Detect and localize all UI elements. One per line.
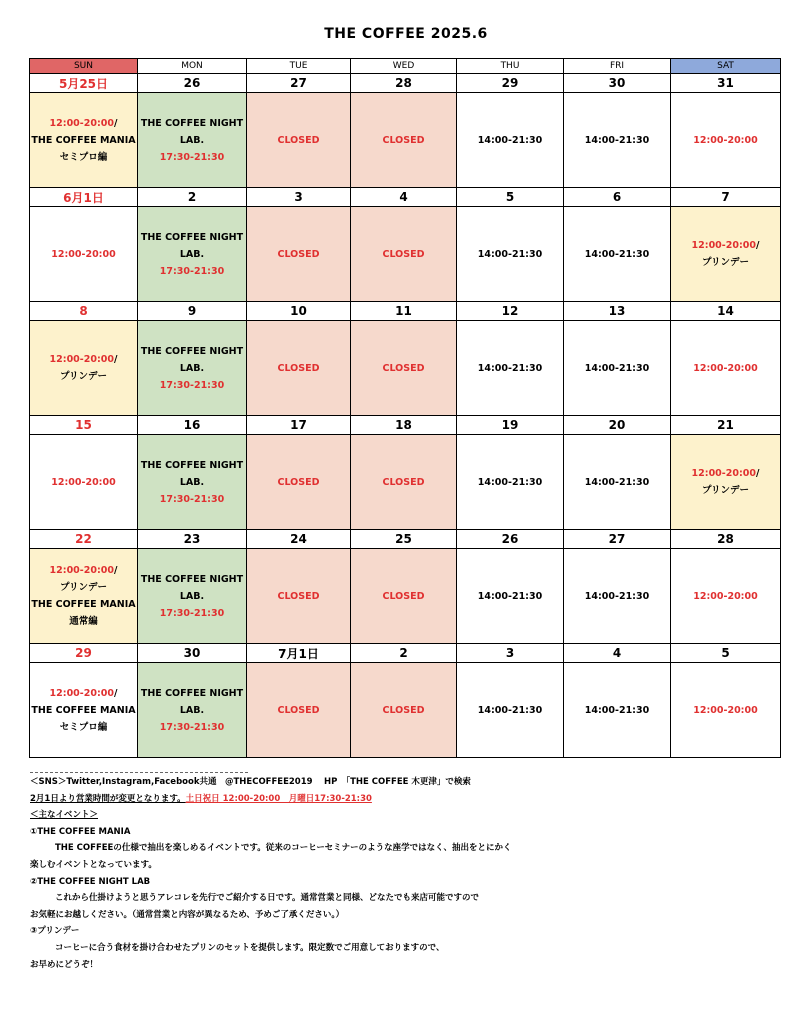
weekday-header-row [30,59,781,74]
schedule-text: 12:00-20:00 [49,565,114,576]
schedule-cell [564,207,671,302]
date-row [30,188,781,207]
date-number: 21 [671,416,781,435]
schedule-text: THE COFFEE MANIA [31,704,136,716]
schedule-cell [351,549,457,644]
date-number: 15 [30,416,138,435]
schedule-line [457,132,563,149]
schedule-line [30,368,137,385]
schedule-text: CLOSED [277,704,320,716]
schedule-cell [671,435,781,530]
hours-detail-text: 土日祝日 12:00-20:00 月曜日17:30-21:30 [185,793,372,804]
schedule-line [138,343,246,360]
schedule-text: 12:00-20:00 [691,468,756,479]
schedule-line [138,702,246,719]
date-number: 28 [351,74,457,93]
schedule-text: 12:00-20:00 [691,240,756,251]
date-number: 14 [671,302,781,321]
schedule-line [30,562,137,579]
date-number: 22 [30,530,138,549]
date-number: 30 [564,74,671,93]
event-3-title: ③プリンデー [30,926,80,937]
date-number: 11 [351,302,457,321]
schedule-cell [30,549,138,644]
schedule-cell [30,321,138,416]
schedule-text: 14:00-21:30 [584,590,650,602]
schedule-cell [30,207,138,302]
schedule-text: 12:00-20:00 [693,134,758,146]
schedule-line [564,702,670,719]
schedule-cell [351,435,457,530]
schedule-line [138,246,246,263]
page-title: THE COFFEE 2025.6 [324,26,488,42]
schedule-cell [564,435,671,530]
schedule-cell [351,321,457,416]
schedule-cell [351,207,457,302]
event-1-title: ①THE COFFEE MANIA [30,826,131,837]
date-number: 30 [138,644,247,663]
date-number: 8 [30,302,138,321]
schedule-line [30,132,137,149]
schedule-line [138,474,246,491]
schedule-text: CLOSED [277,134,320,146]
schedule-text: 17:30-21:30 [159,493,225,505]
date-number: 27 [247,74,351,93]
notes-section [30,772,790,973]
schedule-text: THE COFFEE NIGHT [140,231,244,243]
schedule-text: プリンデー [59,371,108,382]
schedule-text: 12:00-20:00 [51,476,116,488]
date-number: 27 [564,530,671,549]
date-number: 9 [138,302,247,321]
schedule-text: / [113,687,118,699]
schedule-cell [138,207,247,302]
schedule-row [30,93,781,188]
schedule-text: 17:30-21:30 [159,379,225,391]
date-number: 7月1日 [247,644,351,663]
schedule-cell [564,549,671,644]
schedule-cell [671,321,781,416]
calendar-table [29,58,781,758]
schedule-cell [671,663,781,758]
date-row [30,74,781,93]
schedule-line [138,719,246,736]
schedule-line [30,246,137,263]
schedule-text: 14:00-21:30 [477,590,543,602]
schedule-line [138,457,246,474]
date-number: 28 [671,530,781,549]
schedule-line [671,254,780,271]
schedule-cell [671,207,781,302]
hours-change-line [30,791,790,808]
schedule-text: 14:00-21:30 [584,704,650,716]
schedule-line [247,132,350,149]
schedule-text: 17:30-21:30 [159,151,225,163]
schedule-cell [457,435,564,530]
schedule-cell [351,663,457,758]
schedule-line [138,605,246,622]
schedule-line [564,588,670,605]
date-number: 2 [138,188,247,207]
schedule-text: / [755,468,760,479]
schedule-text: THE COFFEE NIGHT [140,687,244,699]
schedule-cell [564,321,671,416]
schedule-text: CLOSED [382,476,425,488]
schedule-text: 12:00-20:00 [49,687,114,699]
schedule-text: CLOSED [277,248,320,260]
schedule-cell [247,321,351,416]
date-number: 19 [457,416,564,435]
schedule-cell [138,663,247,758]
schedule-line [351,360,456,377]
schedule-line [351,246,456,263]
schedule-text: / [113,117,118,129]
schedule-cell [457,549,564,644]
schedule-line [564,360,670,377]
schedule-line [671,588,780,605]
schedule-line [138,115,246,132]
weekday-wed: WED [351,59,457,74]
schedule-text: 通常編 [69,616,98,627]
date-number: 25 [351,530,457,549]
date-row [30,302,781,321]
date-number: 5月25日 [30,74,138,93]
schedule-text: CLOSED [382,248,425,260]
schedule-row [30,549,781,644]
event-3-line-1: コーヒーに合う食材を掛け合わせたプリンのセットを提供します。限定数でご用意しておりますので、 [55,942,445,953]
event-2-line-2: お気軽にお越しください。（通常営業と内容が異なるため、予めご了承ください。） [30,909,345,920]
date-row [30,644,781,663]
schedule-text: LAB. [179,590,205,602]
schedule-line [138,685,246,702]
date-number: 6 [564,188,671,207]
schedule-text: 12:00-20:00 [693,704,758,716]
schedule-text: 14:00-21:30 [584,476,650,488]
date-number: 31 [671,74,781,93]
date-number: 4 [351,188,457,207]
date-number: 26 [138,74,247,93]
schedule-line [457,474,563,491]
schedule-line [30,702,137,719]
schedule-text: 12:00-20:00 [693,590,758,602]
schedule-row [30,663,781,758]
schedule-row [30,207,781,302]
schedule-line [671,132,780,149]
date-number: 17 [247,416,351,435]
date-number: 23 [138,530,247,549]
date-number: 7 [671,188,781,207]
schedule-line [351,132,456,149]
schedule-cell [247,435,351,530]
date-row [30,416,781,435]
schedule-line [247,246,350,263]
schedule-cell [247,93,351,188]
weekday-tue: TUE [247,59,351,74]
date-number: 3 [457,644,564,663]
schedule-text: 14:00-21:30 [584,248,650,260]
date-number: 4 [564,644,671,663]
schedule-line [247,588,350,605]
weekday-sun: SUN [30,59,138,74]
date-number: 18 [351,416,457,435]
date-number: 2 [351,644,457,663]
schedule-cell [138,435,247,530]
schedule-row [30,435,781,530]
date-number: 20 [564,416,671,435]
schedule-line [351,702,456,719]
weekday-fri: FRI [564,59,671,74]
schedule-line [247,474,350,491]
schedule-text: THE COFFEE NIGHT [140,345,244,357]
event-3-line-2: お早めにどうぞ！ [30,959,99,970]
schedule-cell [351,93,457,188]
weekday-sat: SAT [671,59,781,74]
schedule-text: LAB. [179,134,205,146]
schedule-text: CLOSED [382,134,425,146]
schedule-line [457,588,563,605]
schedule-cell [671,549,781,644]
date-number: 29 [457,74,564,93]
schedule-line [564,132,670,149]
schedule-text: 14:00-21:30 [477,134,543,146]
schedule-text: 12:00-20:00 [51,248,116,260]
event-2-line-1: これから仕掛けようと思うアレコレを先行でご紹介する日です。通常営業と同様、どなたでも来店可能ですので [55,893,479,904]
schedule-text: THE COFFEE NIGHT [140,573,244,585]
schedule-line [138,571,246,588]
schedule-line [457,360,563,377]
date-number: 13 [564,302,671,321]
schedule-text: LAB. [179,476,205,488]
schedule-text: 14:00-21:30 [477,248,543,260]
events-heading: ＜主なイベント＞ [30,810,99,821]
schedule-text: セミプロ編 [59,151,108,163]
schedule-text: 17:30-21:30 [159,721,225,733]
date-number: 10 [247,302,351,321]
schedule-cell [671,93,781,188]
schedule-text: THE COFFEE NIGHT [140,459,244,471]
schedule-line [138,377,246,394]
schedule-text: CLOSED [277,590,320,602]
schedule-line [351,474,456,491]
schedule-text: CLOSED [382,590,425,602]
schedule-line [671,465,780,482]
schedule-text: CLOSED [277,476,320,488]
schedule-line [30,351,137,368]
date-number: 5 [671,644,781,663]
schedule-line [30,685,137,702]
schedule-cell [138,93,247,188]
schedule-line [30,579,137,596]
date-number: 24 [247,530,351,549]
notes-divider [30,772,248,773]
schedule-text: THE COFFEE MANIA [31,134,136,146]
schedule-cell [138,549,247,644]
schedule-line [138,263,246,280]
schedule-text: THE COFFEE NIGHT [140,117,244,129]
schedule-cell [247,549,351,644]
date-row [30,530,781,549]
schedule-text: 14:00-21:30 [477,362,543,374]
schedule-text: プリンデー [59,582,108,593]
schedule-line [30,474,137,491]
schedule-text: 14:00-21:30 [477,704,543,716]
schedule-cell [564,663,671,758]
schedule-text: / [113,565,118,576]
schedule-cell [457,93,564,188]
schedule-text: 14:00-21:30 [584,362,650,374]
schedule-cell [457,321,564,416]
schedule-text: CLOSED [382,704,425,716]
schedule-line [138,229,246,246]
date-number: 26 [457,530,564,549]
event-1-line-2: 楽しむイベントとなっています。 [30,859,157,870]
schedule-cell [564,93,671,188]
schedule-text: LAB. [179,704,205,716]
date-number: 16 [138,416,247,435]
schedule-line [138,132,246,149]
schedule-line [351,588,456,605]
schedule-text: CLOSED [277,362,320,374]
schedule-line [30,613,137,630]
schedule-text: 17:30-21:30 [159,607,225,619]
schedule-line [564,474,670,491]
schedule-line [564,246,670,263]
event-1-line-1: THE COFFEEの仕様で抽出を楽しめるイベントです。従来のコーヒーセミナーのような座学ではなく、抽出をとにかく [55,843,512,854]
schedule-line [30,115,137,132]
schedule-line [138,360,246,377]
date-number: 6月1日 [30,188,138,207]
schedule-cell [30,435,138,530]
date-number: 29 [30,644,138,663]
schedule-text: THE COFFEE MANIA [31,599,136,610]
schedule-cell [138,321,247,416]
schedule-text: 14:00-21:30 [477,476,543,488]
schedule-line [457,246,563,263]
schedule-cell [247,207,351,302]
schedule-line [138,491,246,508]
schedule-cell [247,663,351,758]
schedule-line [671,702,780,719]
schedule-text: セミプロ編 [59,721,108,733]
schedule-line [30,149,137,166]
sns-line: ＜SNS＞Twitter,Instagram,Facebook共通 @THECOFFEE2019 HP 「THE COFFEE 木更津」で検索 [30,777,471,787]
schedule-text: プリンデー [701,257,750,268]
schedule-line [138,149,246,166]
date-number: 5 [457,188,564,207]
schedule-text: 12:00-20:00 [49,117,114,129]
schedule-line [671,237,780,254]
schedule-line [457,702,563,719]
schedule-cell [457,663,564,758]
schedule-text: LAB. [179,248,205,260]
event-2-title: ②THE COFFEE NIGHT LAB [30,876,151,887]
schedule-text: プリンデー [701,485,750,496]
schedule-cell [30,663,138,758]
schedule-line [671,360,780,377]
schedule-text: / [113,354,118,365]
schedule-text: 14:00-21:30 [584,134,650,146]
hours-change-text: 2月1日より営業時間が変更となります。 [30,793,186,804]
schedule-text: LAB. [179,362,205,374]
schedule-text: 12:00-20:00 [693,362,758,374]
schedule-text: CLOSED [382,362,425,374]
schedule-line [247,360,350,377]
schedule-text: / [755,240,760,251]
date-number: 3 [247,188,351,207]
date-number: 12 [457,302,564,321]
weekday-thu: THU [457,59,564,74]
schedule-line [671,482,780,499]
schedule-text: 17:30-21:30 [159,265,225,277]
schedule-line [247,702,350,719]
schedule-line [30,719,137,736]
weekday-mon: MON [138,59,247,74]
schedule-text: 12:00-20:00 [49,354,114,365]
schedule-cell [457,207,564,302]
schedule-cell [30,93,138,188]
schedule-line [138,588,246,605]
schedule-line [30,596,137,613]
schedule-row [30,321,781,416]
